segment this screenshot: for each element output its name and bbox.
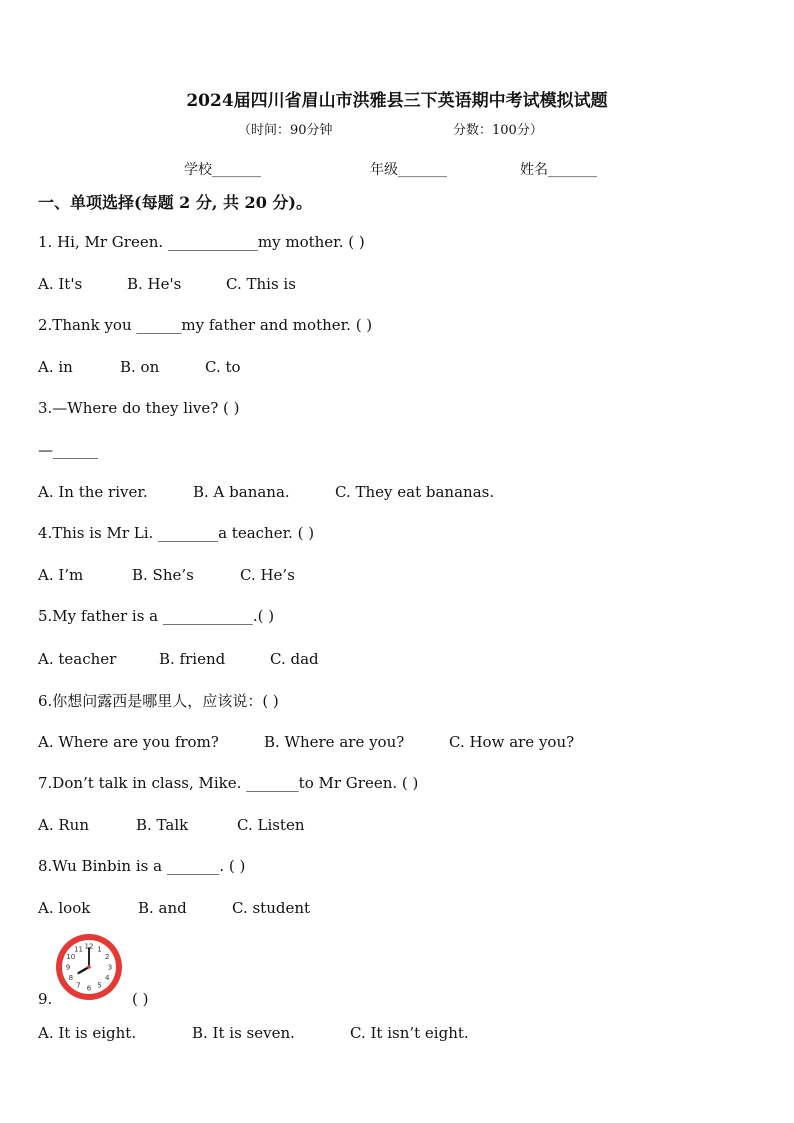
q2-option-b: B. on — [120, 358, 160, 376]
clock-number: 9 — [65, 963, 71, 972]
q8-option-b: B. and — [138, 899, 187, 917]
q3-option-a: A. In the river. — [38, 483, 148, 501]
q7-option-c: C. Listen — [237, 816, 305, 834]
clock-number: 1 — [97, 945, 102, 954]
clock-number: 8 — [68, 974, 74, 982]
q6-option-b: B. Where are you? — [264, 733, 405, 751]
question-8: 8.Wu Binbin is a _______. ( ) — [38, 857, 246, 875]
q8-option-c: C. student — [232, 899, 311, 917]
q4-option-c: C. He’s — [240, 566, 295, 584]
q5-option-c: C. dad — [270, 650, 319, 668]
question-5: 5.My father is a ____________.( ) — [38, 607, 275, 625]
q1-option-a: A. It's — [38, 275, 83, 293]
q5-option-a: A. teacher — [38, 650, 117, 668]
exam-time: （时间：90分钟 — [238, 123, 333, 138]
q1-option-c: C. This is — [226, 275, 296, 293]
q3-answer-line: —______ — [38, 441, 98, 459]
question-3: 3.—Where do they live? ( ) — [38, 399, 240, 417]
q2-option-c: C. to — [205, 358, 241, 376]
question-1: 1. Hi, Mr Green. ____________my mother. ( ) — [38, 233, 365, 251]
q9-answer-paren: ( ) — [132, 990, 149, 1008]
exam-score: 分数：100分） — [453, 123, 543, 138]
exam-title: 2024届四川省眉山市洪雅县三下英语期中考试模拟试题 — [186, 91, 608, 111]
name-field: 姓名_______ — [520, 162, 597, 178]
school-field: 学校_______ — [184, 162, 261, 178]
q4-option-b: B. She’s — [132, 566, 194, 584]
clock-number: 2 — [104, 953, 110, 961]
question-2: 2.Thank you ______my father and mother. ( ) — [38, 316, 373, 334]
q7-option-a: A. Run — [38, 816, 89, 834]
q7-option-b: B. Talk — [136, 816, 189, 834]
clock-center — [87, 965, 91, 969]
q9-option-b: B. It is seven. — [192, 1024, 295, 1042]
q6-option-a: A. Where are you from? — [38, 733, 219, 751]
q3-option-b: B. A banana. — [193, 483, 290, 501]
clock-number: 12 — [84, 942, 94, 951]
section-title: 一、单项选择(每题 2 分, 共 20 分)。 — [38, 193, 312, 212]
question-9: 9. — [38, 990, 53, 1008]
question-7: 7.Don’t talk in class, Mike. _______to Mr Green. ( ) — [38, 774, 419, 792]
q5-option-b: B. friend — [159, 650, 226, 668]
clock-number: 6 — [86, 984, 92, 993]
clock-number: 3 — [107, 963, 113, 972]
q2-option-a: A. in — [38, 358, 73, 376]
clock-number: 5 — [97, 981, 102, 990]
question-6: 6.你想问露西是哪里人，应该说：( ) — [38, 692, 279, 710]
clock-number: 4 — [104, 974, 110, 982]
q9-option-c: C. It isn’t eight. — [350, 1024, 469, 1042]
clock-icon — [54, 932, 124, 1002]
clock-number: 10 — [66, 953, 76, 961]
q1-option-b: B. He's — [127, 275, 182, 293]
q8-option-a: A. look — [38, 899, 91, 917]
clock-number: 11 — [74, 945, 83, 954]
q4-option-a: A. I’m — [38, 566, 84, 584]
grade-field: 年级_______ — [370, 162, 447, 178]
question-4: 4.This is Mr Li. ________a teacher. ( ) — [38, 524, 315, 542]
q3-option-c: C. They eat bananas. — [335, 483, 495, 501]
clock-number: 7 — [76, 981, 81, 990]
q9-option-a: A. It is eight. — [38, 1024, 137, 1042]
q6-option-c: C. How are you? — [449, 733, 575, 751]
